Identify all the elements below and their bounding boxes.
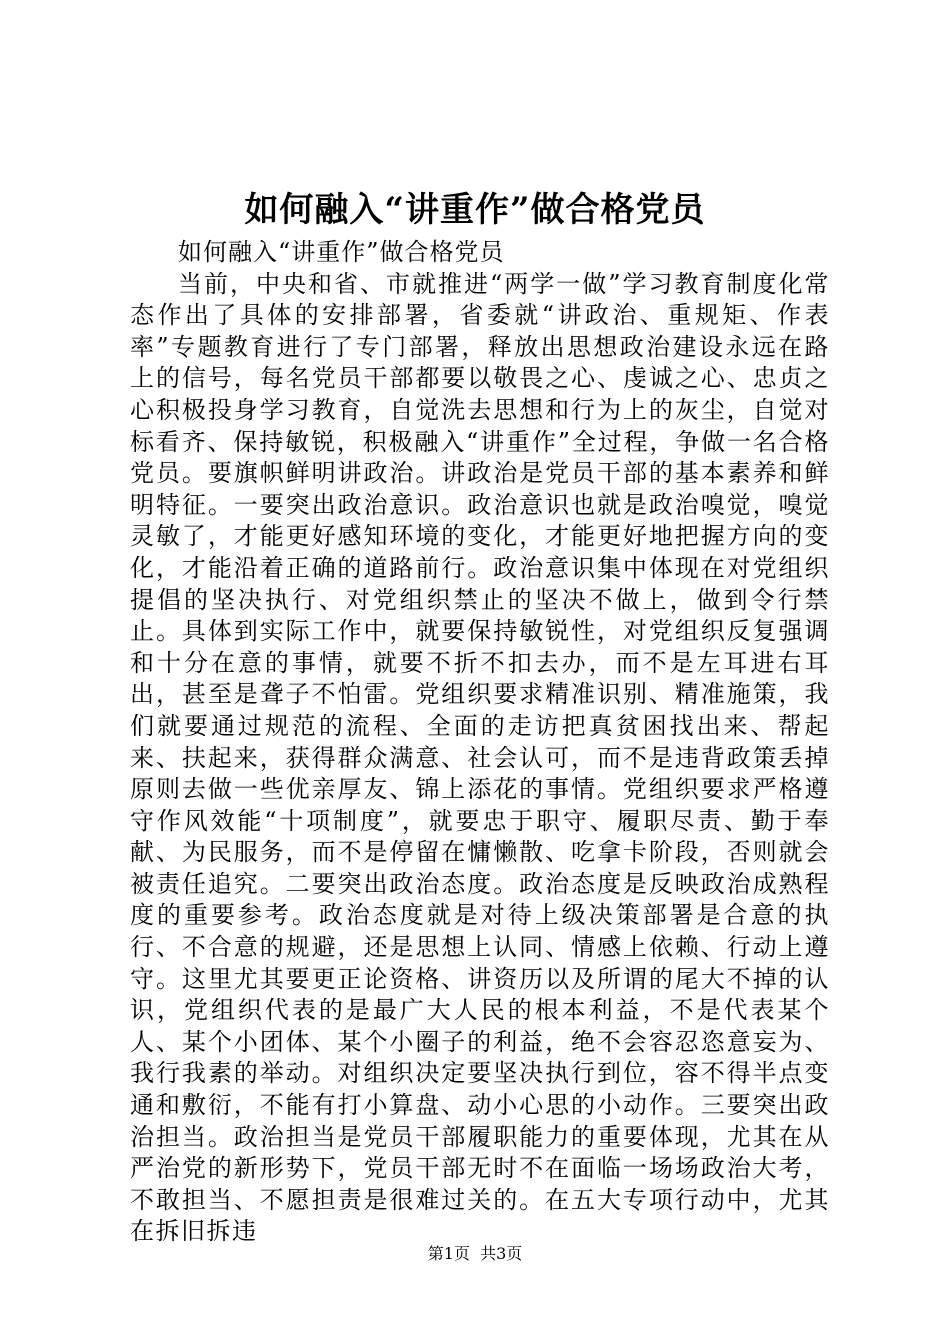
page-number-footer: 第1页 共3页 [427, 1244, 523, 1263]
body-paragraph: 当前，中央和省、市就推进“两学一做”学习教育制度化常态作出了具体的安排部署，省委就“讲政治、重规矩、作表率”专题教育进行了专门部署，释放出思想政治建设永远在路上的信号，每名党员干部都要以敬畏之心、虔诚之心、忠贞之心积极投身学习教育，自觉洗去思想和行为上的灰尘，自觉对标看齐、保持敏锐，积极融入“讲重作”全过程，争做一名合格党员。要旗帜鲜明讲政治。讲政治是党员干部的基本素养和鲜明特征。一要突出政治意识。政治意识也就是政治嗅觉，嗅觉灵敏了，才能更好感知环境的变化，才能更好地把握方向的变化，才能沿着正确的道路前行。政治意识集中体现在对党组织提倡的坚决执行、对党组织禁止的坚决不做上，做到令行禁止。具体到实际工作中，就要保持敏锐性，对党组织反复强调和十分在意的事情，就要不折不扣去办，而不是左耳进右耳出，甚至是聋子不怕雷。党组织要求精准识别、精准施策，我们就要通过规范的流程、全面的走访把真贫困找出来、帮起来、扶起来，获得群众满意、社会认可，而不是违背政策丢掉原则去做一些优亲厚友、锦上添花的事情。党组织要求严格遵守作风效能“十项制度”，就要忠于职守、履职尽责、勤于奉献、为民服务，而不是停留在慵懒散、吃拿卡阶段，否则就会被责任追究。二要突出政治态度。政治态度是反映政治成熟程度的重要参考。政治态度就是对待上级决策部署是合意的执行、不合意的规避，还是思想上认同、情感上依赖、行动上遵守。这里尤其要更正论资格、讲资历以及所谓的尾大不掉的认识，党组织代表的是最广大人民的根本利益，不是代表某个人、某个小团体、某个小圈子的利益，绝不会容忍恣意妄为、我行我素的举动。对组织决定要坚决执行到位，容不得半点变通和敷衍，不能有打小算盘、动小心思的小动作。三要突出政治担当。政治担当是党员干部履职能力的重要体现，尤其在从严治党的新形势下，党员干部无时不在面临一场场政治大考，不敢担当、不愿担责是很难过关的。在五大专项行动中，尤其在拆旧拆违 [130, 269, 830, 1246]
document-subtitle: 如何融入“讲重作”做合格党员 [178, 238, 505, 266]
document-body [130, 237, 830, 1248]
document-title: 如何融入“讲重作”做合格党员 [244, 190, 706, 230]
